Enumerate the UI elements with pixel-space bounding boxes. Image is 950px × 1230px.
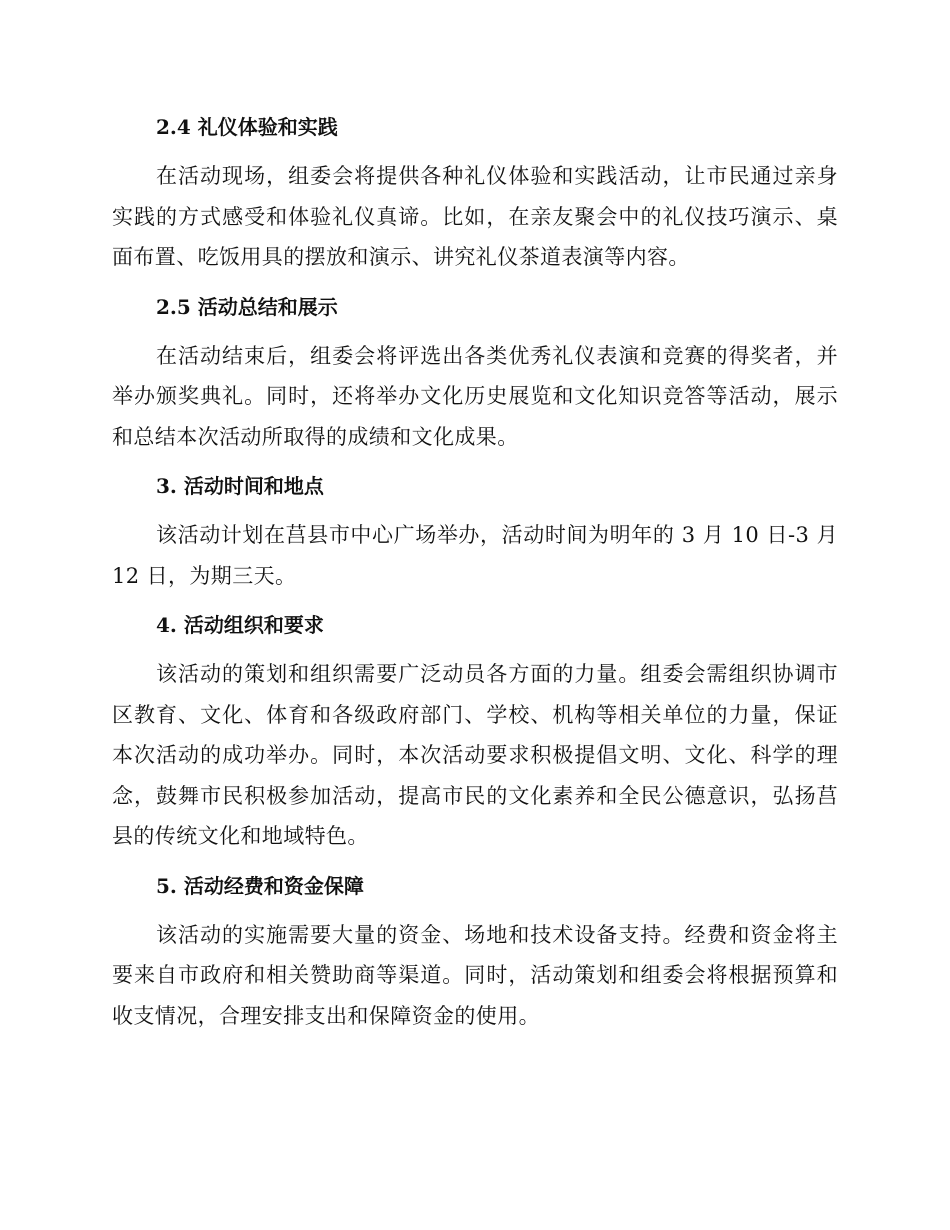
section-heading-4: 4. 活动组织和要求 <box>156 613 324 637</box>
section-paragraph-5: 该活动的实施需要大量的资金、场地和技术设备支持。经费和资金将主要来自市政府和相关赞助商等渠道。同时，活动策划和组委会将根据预算和收支情况，合理安排支出和保障资金的使用。 <box>112 922 838 1028</box>
section-heading-5: 5. 活动经费和资金保障 <box>156 873 364 898</box>
section-paragraph-4: 该活动的策划和组织需要广泛动员各方面的力量。组委会需组织协调市区教育、文化、体育和各级政府部门、学校、机构等相关单位的力量，保证本次活动的成功举办。同时，本次活动要求积极提倡文明、文化、科学的理念，鼓舞市民积极参加活动，提高市民的文化素养和全民公德意识，弘扬莒县的传统文化和地域特色。 <box>112 662 838 848</box>
section-heading-2-5: 2.5 活动总结和展示 <box>156 294 338 319</box>
section-heading-2-4: 2.4 礼仪体验和实践 <box>156 115 338 139</box>
section-paragraph-2-5: 在活动结束后，组委会将评选出各类优秀礼仪表演和竞赛的得奖者，并举办颁奖典礼。同时，还将举办文化历史展览和文化知识竞答等活动，展示和总结本次活动所取得的成绩和文化成果。 <box>112 343 838 449</box>
section-heading-3: 3. 活动时间和地点 <box>156 474 324 498</box>
section-paragraph-2-4: 在活动现场，组委会将提供各种礼仪体验和实践活动，让市民通过亲身实践的方式感受和体验礼仪真谛。比如，在亲友聚会中的礼仪技巧演示、桌面布置、吃饭用具的摆放和演示、讲究礼仪茶道表演等内容。 <box>112 164 838 269</box>
section-paragraph-3: 该活动计划在莒县市中心广场举办，活动时间为明年的 3 月 10 日-3 月 12 日，为期三天。 <box>112 523 838 588</box>
